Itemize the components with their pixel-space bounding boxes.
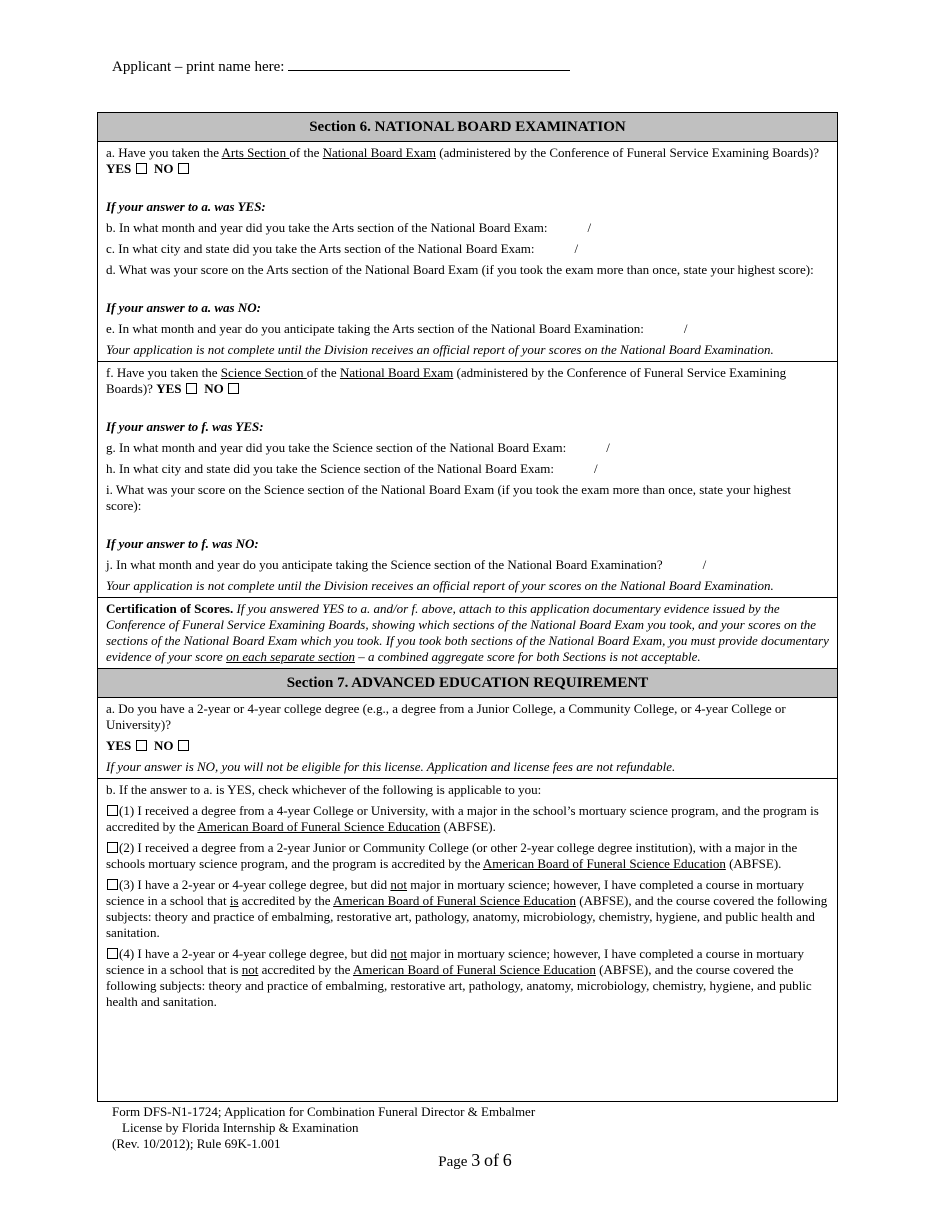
option-1-checkbox[interactable] — [107, 805, 118, 816]
section7-options-block — [98, 778, 837, 1013]
date-separator: / — [606, 440, 610, 455]
if-no-a-heading: If your answer to a. was NO: — [106, 300, 261, 315]
question-f-text: f. Have you taken the — [106, 365, 221, 380]
if-no-f-heading: If your answer to f. was NO: — [106, 536, 259, 551]
page-word: Page — [438, 1154, 468, 1170]
certification-underline: on each separate section — [226, 649, 355, 664]
footer-line-2: License by Florida Internship & Examination — [122, 1120, 359, 1135]
page-of: of — [483, 1150, 499, 1170]
applicant-name-row — [112, 56, 570, 75]
applicant-name-field[interactable] — [288, 56, 570, 71]
section7-question-b: b. If the answer to a. is YES, check whichever of the following is applicable to you: — [106, 782, 542, 797]
abfse-term: American Board of Funeral Science Education — [352, 962, 596, 977]
question-g[interactable] — [106, 440, 829, 456]
question-d[interactable]: d. What was your score on the Arts section of the National Board Exam (if you took the exam more than once, state your highest score): — [106, 262, 814, 277]
question-h[interactable] — [106, 461, 829, 477]
question-f-text-3: (administered by the Conference of Funeral Service Examining Boards)? — [106, 365, 787, 396]
option-3-not: not — [390, 877, 408, 892]
certification-of-scores — [98, 597, 837, 668]
question-f-no-checkbox[interactable] — [228, 383, 239, 394]
option-3-text-2: major in mortuary science; however, I have completed a course in mortuary science in a school that — [106, 877, 804, 908]
option-4-not-2: not — [241, 962, 259, 977]
incomplete-notice-arts: Your application is not complete until the Division receives an official report of your scores on the National Board Examination. — [106, 342, 774, 357]
question-a-no-checkbox[interactable] — [178, 163, 189, 174]
question-a — [106, 145, 829, 177]
no-label: NO — [154, 161, 174, 176]
question-a-text: a. Have you taken the — [106, 145, 222, 160]
form-box — [97, 112, 838, 1102]
certification-text — [106, 601, 829, 665]
option-1-text: (1) I received a degree from a 4-year College or University, with a major in the school’s mortuary science program, and the program is accredited by the — [106, 803, 819, 834]
yes-label: YES — [156, 381, 182, 396]
question-b-text: b. In what month and year did you take the Arts section of the National Board Exam: — [106, 220, 548, 235]
footer-line-3: (Rev. 10/2012); Rule 69K-1.001 — [112, 1136, 281, 1151]
page-current: 3 — [471, 1150, 481, 1170]
section7-yes-no — [106, 738, 829, 754]
option-4-text-2: major in mortuary science; however, I have completed a course in mortuary science in a school that is — [106, 946, 804, 977]
date-separator: / — [587, 220, 592, 235]
option-4-not: not — [390, 946, 408, 961]
question-j-text: j. In what month and year do you anticipate taking the Science section of the National Board Examination? — [106, 557, 663, 572]
date-separator: / — [683, 321, 688, 336]
no-label: NO — [154, 738, 174, 753]
abfse-term: American Board of Funeral Science Education — [482, 856, 726, 871]
form-footer — [112, 1104, 535, 1152]
question-f-yes-checkbox[interactable] — [186, 383, 197, 394]
option-3-text: (3) I have a 2-year or 4-year college degree, but did — [119, 877, 391, 892]
option-4 — [106, 946, 829, 1010]
section7-header: Section 7. ADVANCED EDUCATION REQUIREMENT — [98, 668, 837, 698]
option-2-checkbox[interactable] — [107, 842, 118, 853]
yes-label: YES — [106, 738, 132, 753]
certification-label: Certification of Scores. — [106, 601, 234, 616]
section7-question-a: a. Do you have a 2-year or 4-year college degree (e.g., a degree from a Junior College, a Community College, or 4-year College or University)? — [106, 701, 786, 732]
option-4-text: (4) I have a 2-year or 4-year college degree, but did — [119, 946, 391, 961]
certification-body-2: – a combined aggregate score for both Sections is not acceptable. — [354, 649, 701, 664]
option-4-text-4: (ABFSE), and the course covered the following subjects: theory and practice of embalming, restorative art, pathology, anatomy, microbiology, chemistry, hygiene, and public health and sanitation. — [106, 962, 812, 1009]
date-separator: / — [574, 241, 579, 256]
page-number — [0, 1152, 950, 1170]
option-3-is: is — [229, 893, 239, 908]
section7-not-eligible-note: If your answer is NO, you will not be eligible for this license. Application and license fees are not refundable. — [106, 759, 676, 774]
section6-science-block — [98, 361, 837, 597]
option-3-checkbox[interactable] — [107, 879, 118, 890]
question-j[interactable] — [106, 557, 829, 573]
certification-body: If you answered YES to a. and/or f. above, attach to this application documentary evidence issued by the Conference of Funeral Service Examining Boards, showing which sections of the National Board Exam you took, and your scores on the sections of the National Board Exam which you took. If you took both sections of the National Board Exam, you must provide documentary evidence of your score — [106, 601, 829, 664]
option-4-checkbox[interactable] — [107, 948, 118, 959]
option-1-text-2: (ABFSE). — [440, 819, 496, 834]
date-separator: / — [594, 461, 598, 476]
question-f-text-2: of the — [306, 365, 340, 380]
option-1 — [106, 803, 829, 835]
option-2-text-2: (ABFSE). — [725, 856, 782, 871]
option-3-text-4: (ABFSE), and the course covered the following subjects: theory and practice of embalming, restorative art, pathology, anatomy, microbiology, chemistry, hygiene, and public health and sanitation. — [106, 893, 828, 940]
question-e[interactable] — [106, 321, 829, 337]
footer-line-1: Form DFS-N1-1724; Application for Combination Funeral Director & Embalmer — [112, 1104, 536, 1119]
abfse-term: American Board of Funeral Science Education — [333, 893, 577, 908]
no-label: NO — [204, 381, 224, 396]
question-b[interactable] — [106, 220, 829, 236]
question-h-text: h. In what city and state did you take the Science section of the National Board Exam: — [106, 461, 555, 476]
yes-label: YES — [106, 161, 132, 176]
section7-a-no-checkbox[interactable] — [178, 740, 189, 751]
incomplete-notice-science: Your application is not complete until the Division receives an official report of your scores on the National Board Examination. — [106, 578, 774, 593]
question-i[interactable]: i. What was your score on the Science section of the National Board Exam (if you took the exam more than once, state your highest score): — [106, 482, 791, 513]
science-section-term: Science Section — [220, 365, 307, 380]
option-3 — [106, 877, 829, 941]
abfse-term: American Board of Funeral Science Education — [197, 819, 441, 834]
date-separator: / — [702, 557, 707, 572]
question-a-text-3: (administered by the Conference of Funeral Service Examining Boards)? — [435, 145, 819, 160]
section7-degree-block — [98, 698, 837, 778]
arts-section-term: Arts Section — [221, 145, 290, 160]
option-3-text-3: accredited by the — [238, 893, 334, 908]
option-4-text-3: accredited by the — [258, 962, 353, 977]
if-yes-a-heading: If your answer to a. was YES: — [106, 199, 266, 214]
question-a-text-2: of the — [289, 145, 323, 160]
national-board-exam-term: National Board Exam — [339, 365, 454, 380]
question-e-text: e. In what month and year do you anticipate taking the Arts section of the National Board Examination: — [106, 321, 644, 336]
question-c-text: c. In what city and state did you take the Arts section of the National Board Exam: — [106, 241, 535, 256]
national-board-exam-term: National Board Exam — [322, 145, 436, 160]
question-a-yes-checkbox[interactable] — [136, 163, 147, 174]
question-f — [106, 365, 829, 397]
question-g-text: g. In what month and year did you take the Science section of the National Board Exam: — [106, 440, 567, 455]
option-2-text: (2) I received a degree from a 2-year Junior or Community College (or other 2-year college degree institution), with a major in the schools mortuary science program, and the program is accredited by the — [106, 840, 798, 871]
option-2 — [106, 840, 829, 872]
section7-a-yes-checkbox[interactable] — [136, 740, 147, 751]
section6-header: Section 6. NATIONAL BOARD EXAMINATION — [98, 113, 837, 142]
page-total: 6 — [502, 1150, 512, 1170]
applicant-name-label: Applicant – print name here: — [112, 59, 285, 75]
question-c[interactable] — [106, 241, 829, 257]
section6-arts-block — [98, 142, 837, 361]
if-yes-f-heading: If your answer to f. was YES: — [106, 419, 264, 434]
